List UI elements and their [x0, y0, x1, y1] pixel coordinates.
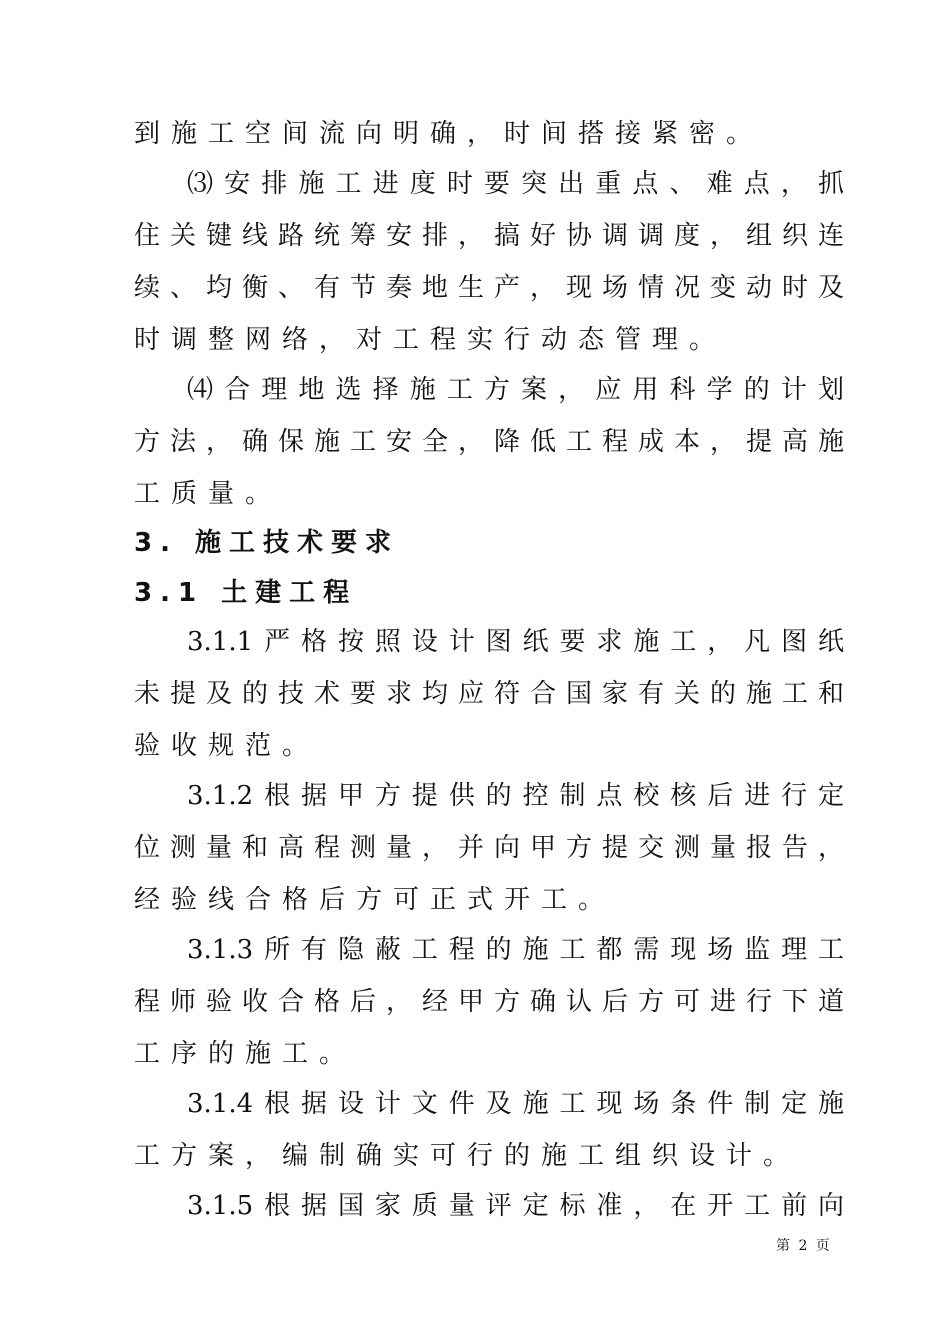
text-line: 3.1.1严格按照设计图纸要求施工，凡图纸: [187, 627, 844, 657]
section-heading: 3. 施工技术要求: [134, 528, 400, 558]
text-line: 3.1.5根据国家质量评定标准，在开工前向: [187, 1191, 844, 1221]
page-number: 第 2 页: [776, 1238, 832, 1254]
text-line: 程师验收合格后，经甲方确认后方可进行下道: [134, 987, 844, 1017]
text-line: 住关键线路统筹安排，搞好协调调度，组织连: [134, 221, 844, 251]
text-line: ⑷合理地选择施工方案，应用科学的计划: [187, 375, 844, 405]
text-line: ⑶安排施工进度时要突出重点、难点，抓: [187, 169, 844, 199]
text-line: 工质量。: [134, 479, 283, 509]
text-line: 验收规范。: [134, 731, 320, 761]
text-line: 3.1.4根据设计文件及施工现场条件制定施: [187, 1089, 844, 1119]
subsection-heading: 3.1 土建工程: [134, 578, 358, 608]
text-line: 工序的施工。: [134, 1039, 357, 1069]
text-line: 经验线合格后方可正式开工。: [134, 885, 616, 915]
text-line: 未提及的技术要求均应符合国家有关的施工和: [134, 679, 844, 709]
text-line: 3.1.3所有隐蔽工程的施工都需现场监理工: [187, 935, 844, 965]
text-line: 方法，确保施工安全，降低工程成本，提高施: [134, 427, 844, 457]
text-line: 续、均衡、有节奏地生产，现场情况变动时及: [134, 273, 844, 303]
text-line: 到施工空间流向明确，时间搭接紧密。: [134, 119, 764, 149]
text-line: 3.1.2根据甲方提供的控制点校核后进行定: [187, 781, 844, 811]
text-line: 位测量和高程测量，并向甲方提交测量报告，: [134, 833, 844, 863]
text-line: 时调整网络，对工程实行动态管理。: [134, 325, 727, 355]
text-line: 工方案，编制确实可行的施工组织设计。: [134, 1141, 801, 1171]
